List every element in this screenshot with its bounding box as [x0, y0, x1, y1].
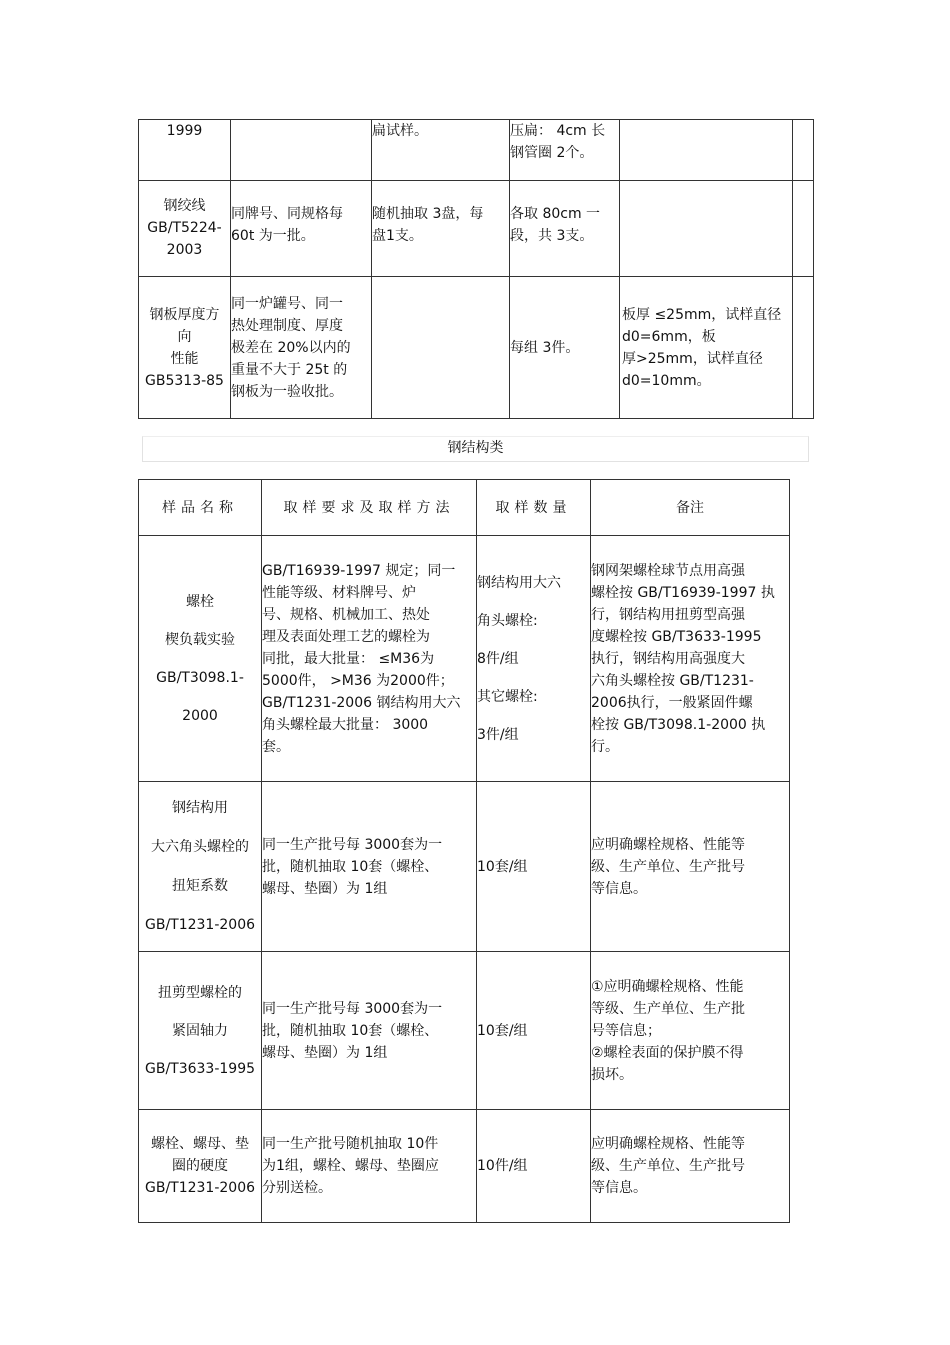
- sample-name-cell: 钢绞线 GB/T5224- 2003: [139, 181, 231, 277]
- empty-cell: [793, 120, 814, 181]
- method-cell: 同一生产批号每 3000套为一 批，随机抽取 10套（螺栓、 螺母、垫圈）为 1组: [262, 782, 477, 952]
- section-title: 钢结构类: [142, 436, 809, 462]
- method-cell: 随机抽取 3盘，每 盘1支。: [372, 181, 510, 277]
- table-row: [139, 952, 790, 1110]
- table-row: [139, 1110, 790, 1223]
- header-quantity: 取样数量: [477, 480, 591, 536]
- continued-sample-table: [138, 119, 814, 419]
- table-row: [139, 536, 790, 782]
- qty-cell: 压扁： 4cm 长 钢管圈 2个。: [510, 120, 620, 181]
- header-method: 取样要求及取样方法: [262, 480, 477, 536]
- batch-cell: 同牌号、同规格每 60t 为一批。: [231, 181, 372, 277]
- empty-cell: [793, 277, 814, 419]
- note-cell: ①应明确螺栓规格、性能 等级、生产单位、生产批 号等信息； ②螺栓表面的保护膜不得 损坏。: [591, 952, 790, 1110]
- qty-cell: 钢结构用大六 角头螺栓: 8件/组 其它螺栓: 3件/组: [477, 536, 591, 782]
- qty-cell: 每组 3件。: [510, 277, 620, 419]
- table-row: [139, 277, 814, 419]
- sample-name-cell: 扭剪型螺栓的 紧固轴力 GB/T3633-1995: [139, 952, 262, 1110]
- table-header-row: [139, 480, 790, 536]
- method-cell: GB/T16939-1997 规定；同一 性能等级、材料牌号、炉 号、规格、机械加工、热处 理及表面处理工艺的螺栓为 同批，最大批量： ≤M36为 5000件， >M36 为2000件； GB/T1231-2006 钢结构用大六 角头螺栓最大批量： 3000 套。: [262, 536, 477, 782]
- batch-cell: 同一炉罐号、同一 热处理制度、厚度 极差在 20%以内的 重量不大于 25t 的 钢板为一验收批。: [231, 277, 372, 419]
- qty-cell: 10件/组: [477, 1110, 591, 1223]
- method-cell: 同一生产批号每 3000套为一 批，随机抽取 10套（螺栓、 螺母、垫圈）为 1组: [262, 952, 477, 1110]
- qty-cell: 10套/组: [477, 782, 591, 952]
- note-cell: 板厚 ≤25mm，试样直径 d0=6mm，板 厚>25mm，试样直径 d0=10mm。: [620, 277, 793, 419]
- table-row: [139, 782, 790, 952]
- qty-cell: 10套/组: [477, 952, 591, 1110]
- sample-name-cell: 钢板厚度方 向 性能 GB5313-85: [139, 277, 231, 419]
- empty-cell: [793, 181, 814, 277]
- batch-cell: [231, 120, 372, 181]
- note-cell: 应明确螺栓规格、性能等 级、生产单位、生产批号 等信息。: [591, 782, 790, 952]
- method-cell: 扁试样。: [372, 120, 510, 181]
- sample-name-cell: 钢结构用 大六角头螺栓的 扭矩系数 GB/T1231-2006: [139, 782, 262, 952]
- note-cell: 钢网架螺栓球节点用高强 螺栓按 GB/T16939-1997 执 行，钢结构用扭剪型高强 度螺栓按 GB/T3633-1995 执行，钢结构用高强度大 六角头螺栓按 GB/T1231- 2006执行，一般紧固件螺 栓按 GB/T3098.1-2000 执 行。: [591, 536, 790, 782]
- sample-name-cell: 1999: [139, 120, 231, 181]
- method-cell: 同一生产批号随机抽取 10件 为1组，螺栓、螺母、垫圈应 分别送检。: [262, 1110, 477, 1223]
- note-cell: [620, 120, 793, 181]
- sample-name-cell: 螺栓、螺母、垫 圈的硬度 GB/T1231-2006: [139, 1110, 262, 1223]
- table-row: [139, 181, 814, 277]
- table-row: [139, 120, 814, 181]
- header-note: 备注: [591, 480, 790, 536]
- qty-cell: 各取 80cm 一 段，共 3支。: [510, 181, 620, 277]
- note-cell: 应明确螺栓规格、性能等 级、生产单位、生产批号 等信息。: [591, 1110, 790, 1223]
- steel-structure-table: [138, 479, 790, 1223]
- method-cell: [372, 277, 510, 419]
- note-cell: [620, 181, 793, 277]
- sample-name-cell: 螺栓 楔负载实验 GB/T3098.1- 2000: [139, 536, 262, 782]
- header-sample-name: 样品名称: [139, 480, 262, 536]
